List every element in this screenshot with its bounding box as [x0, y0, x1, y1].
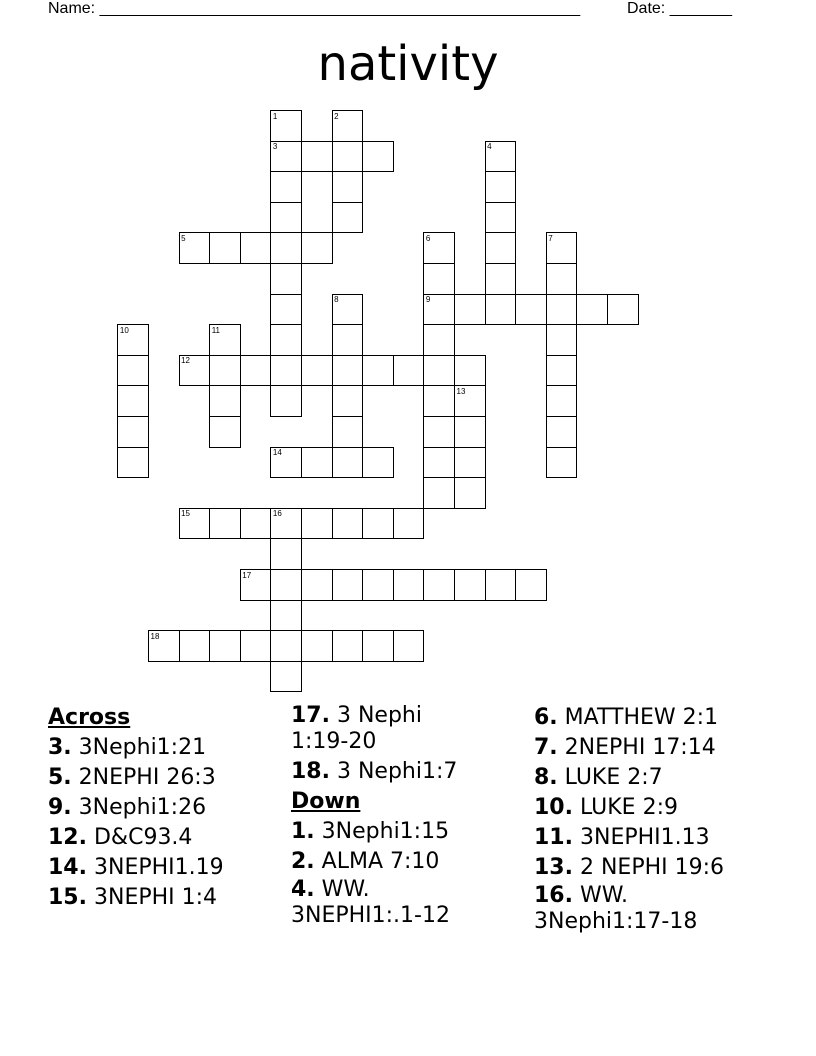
- across-clue: 5. 2NEPHI 26:3: [48, 765, 216, 790]
- grid-cell[interactable]: [393, 508, 425, 540]
- grid-cell[interactable]: [485, 294, 517, 326]
- puzzle-title: nativity: [317, 36, 499, 92]
- grid-cell[interactable]: [576, 294, 608, 326]
- grid-cell[interactable]: [270, 630, 302, 662]
- grid-cell[interactable]: [209, 355, 241, 387]
- grid-cell[interactable]: [393, 630, 425, 662]
- clue-number-label: 11: [211, 325, 220, 335]
- grid-cell[interactable]: [546, 355, 578, 387]
- grid-cell[interactable]: [240, 508, 272, 540]
- clue-column-1: [48, 703, 288, 913]
- clue-number-label: 2: [334, 111, 339, 121]
- grid-cell[interactable]: [423, 569, 455, 601]
- clue-number-label: 10: [119, 325, 129, 335]
- grid-cell[interactable]: [301, 630, 333, 662]
- grid-cell[interactable]: [454, 416, 486, 448]
- grid-cell[interactable]: [301, 232, 333, 264]
- grid-cell[interactable]: [117, 416, 149, 448]
- down-clue: 8. LUKE 2:7: [534, 765, 663, 790]
- down-clue: 13. 2 NEPHI 19:6: [534, 855, 725, 880]
- grid-cell[interactable]: [117, 355, 149, 387]
- clue-number-label: 6: [425, 233, 431, 243]
- grid-cell[interactable]: [179, 630, 211, 662]
- grid-cell[interactable]: [332, 630, 364, 662]
- across-clue: 18. 3 Nephi1:7: [291, 759, 458, 784]
- grid-cell[interactable]: [546, 385, 578, 417]
- name-field-label: Name: ______________________________________________________: [48, 0, 581, 17]
- clue-number-label: 13: [456, 386, 466, 396]
- grid-cell[interactable]: [270, 294, 302, 326]
- grid-cell[interactable]: [332, 569, 364, 601]
- across-clue: 12. D&C93.4: [48, 825, 193, 850]
- grid-cell[interactable]: [117, 385, 149, 417]
- grid-cell[interactable]: [393, 355, 425, 387]
- grid-cell[interactable]: [209, 630, 241, 662]
- clue-number-label: 1: [272, 111, 278, 121]
- grid-cell[interactable]: [485, 263, 517, 295]
- grid-cell[interactable]: [423, 447, 455, 479]
- grid-cell[interactable]: [362, 447, 394, 479]
- grid-cell[interactable]: [270, 202, 302, 234]
- grid-cell[interactable]: [332, 171, 364, 203]
- grid-cell[interactable]: [423, 385, 455, 417]
- clue-number-label: 14: [272, 448, 282, 458]
- grid-cell[interactable]: [454, 447, 486, 479]
- grid-cell[interactable]: [454, 477, 486, 509]
- grid-cell[interactable]: [332, 508, 364, 540]
- down-clue: 11. 3NEPHI1.13: [534, 825, 710, 850]
- down-clue: 10. LUKE 2:9: [534, 795, 678, 820]
- grid-cell[interactable]: [332, 141, 364, 173]
- clue-number-label: 16: [272, 509, 282, 519]
- grid-cell[interactable]: [270, 263, 302, 295]
- grid-cell[interactable]: [332, 447, 364, 479]
- grid-cell[interactable]: [546, 263, 578, 295]
- across-clue: 15. 3NEPHI 1:4: [48, 885, 218, 910]
- clue-column-3: [534, 703, 794, 935]
- grid-cell[interactable]: [454, 355, 486, 387]
- grid-cell[interactable]: [546, 294, 578, 326]
- grid-cell[interactable]: [423, 355, 455, 387]
- grid-cell[interactable]: [607, 294, 639, 326]
- grid-cell[interactable]: [485, 232, 517, 264]
- grid-cell[interactable]: [270, 324, 302, 356]
- grid-cell[interactable]: [301, 447, 333, 479]
- clue-number-label: 15: [181, 509, 190, 519]
- grid-cell[interactable]: [362, 630, 394, 662]
- grid-cell[interactable]: [301, 569, 333, 601]
- grid-cell[interactable]: [515, 569, 547, 601]
- grid-cell[interactable]: [240, 355, 272, 387]
- grid-cell[interactable]: [209, 508, 241, 540]
- across-clue: 17. 3 Nephi 1:19-20: [291, 703, 422, 754]
- grid-cell[interactable]: [270, 232, 302, 264]
- clue-number-label: 17: [242, 570, 252, 580]
- clue-number-label: 18: [150, 631, 160, 641]
- across-clue: 3. 3Nephi1:21: [48, 735, 207, 760]
- clue-number-label: 12: [181, 356, 190, 366]
- clue-number-label: 7: [548, 233, 553, 243]
- grid-cell[interactable]: [393, 569, 425, 601]
- across-clue: 9. 3Nephi1:26: [48, 795, 207, 820]
- grid-cell[interactable]: [423, 477, 455, 509]
- grid-cell[interactable]: [454, 294, 486, 326]
- clue-number-label: 8: [334, 295, 339, 305]
- across-heading: Across: [48, 705, 131, 730]
- down-heading: Down: [291, 789, 361, 814]
- grid-cell[interactable]: [270, 661, 302, 693]
- grid-cell[interactable]: [546, 324, 578, 356]
- grid-cell[interactable]: [209, 385, 241, 417]
- down-clue: 6. MATTHEW 2:1: [534, 705, 719, 730]
- clue-column-2: [291, 703, 531, 929]
- date-field-label: Date: _______: [627, 0, 732, 17]
- down-clue: 1. 3Nephi1:15: [291, 819, 450, 844]
- grid-cell[interactable]: [546, 447, 578, 479]
- grid-cell[interactable]: [515, 294, 547, 326]
- grid-cell[interactable]: [270, 538, 302, 570]
- grid-cell[interactable]: [362, 141, 394, 173]
- down-clue: 16. WW. 3Nephi1:17-18: [534, 883, 698, 934]
- grid-cell[interactable]: [454, 569, 486, 601]
- across-clue: 14. 3NEPHI1.19: [48, 855, 224, 880]
- down-clue: 4. WW. 3NEPHI1:.1-12: [291, 877, 450, 928]
- grid-cell[interactable]: [485, 569, 517, 601]
- clue-number-label: 9: [425, 295, 431, 305]
- grid-cell[interactable]: [362, 569, 394, 601]
- grid-cell[interactable]: [209, 232, 241, 264]
- grid-cell[interactable]: [485, 202, 517, 234]
- grid-cell[interactable]: [362, 355, 394, 387]
- grid-cell[interactable]: [240, 630, 272, 662]
- grid-cell[interactable]: [270, 569, 302, 601]
- grid-cell[interactable]: [332, 416, 364, 448]
- grid-cell[interactable]: [240, 232, 272, 264]
- grid-cell[interactable]: [209, 416, 241, 448]
- grid-cell[interactable]: [270, 600, 302, 632]
- grid-cell[interactable]: [301, 141, 333, 173]
- grid-cell[interactable]: [270, 385, 302, 417]
- grid-cell[interactable]: [332, 385, 364, 417]
- grid-cell[interactable]: [332, 324, 364, 356]
- grid-cell[interactable]: [362, 508, 394, 540]
- grid-cell[interactable]: [117, 447, 149, 479]
- grid-cell[interactable]: [270, 355, 302, 387]
- grid-cell[interactable]: [332, 202, 364, 234]
- grid-cell[interactable]: [485, 171, 517, 203]
- grid-cell[interactable]: [423, 416, 455, 448]
- grid-cell[interactable]: [270, 171, 302, 203]
- clue-number-label: 3: [272, 142, 278, 152]
- down-clue: 7. 2NEPHI 17:14: [534, 735, 716, 760]
- clue-number-label: 5: [181, 233, 186, 243]
- grid-cell[interactable]: [423, 263, 455, 295]
- grid-cell[interactable]: [546, 416, 578, 448]
- grid-cell[interactable]: [423, 324, 455, 356]
- down-clue: 2. ALMA 7:10: [291, 849, 440, 874]
- grid-cell[interactable]: [301, 355, 333, 387]
- grid-cell[interactable]: [332, 355, 364, 387]
- grid-cell[interactable]: [301, 508, 333, 540]
- clue-number-label: 4: [487, 142, 492, 152]
